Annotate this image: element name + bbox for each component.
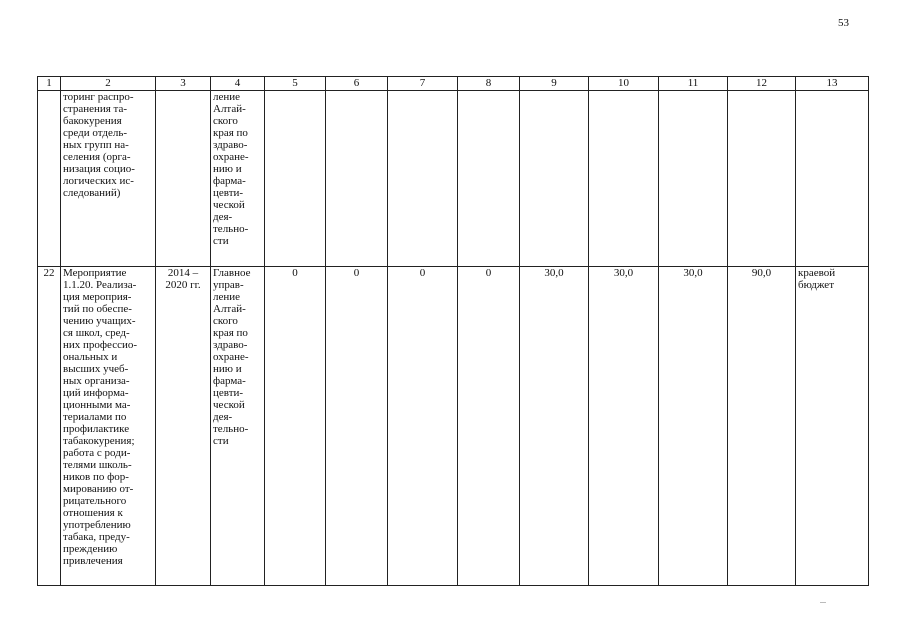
value-col-6: 0 xyxy=(326,267,388,586)
col-header-9: 9 xyxy=(520,77,589,91)
value-col-8: 0 xyxy=(458,267,520,586)
value-col-9: 30,0 xyxy=(520,267,589,586)
value-col-5 xyxy=(265,91,326,267)
page-number: 53 xyxy=(838,17,849,29)
col-header-13: 13 xyxy=(796,77,869,91)
responsible-agency: Главное управ- ление Алтай- ского края по здраво- охране- нию и фарма- цевти- ческой дея- тельно- сти xyxy=(211,267,265,586)
value-col-12 xyxy=(728,91,796,267)
col-header-6: 6 xyxy=(326,77,388,91)
col-header-1: 1 xyxy=(38,77,61,91)
col-header-4: 4 xyxy=(211,77,265,91)
col-header-5: 5 xyxy=(265,77,326,91)
table-row xyxy=(38,91,869,267)
value-col-10 xyxy=(589,91,659,267)
value-col-5: 0 xyxy=(265,267,326,586)
value-col-6 xyxy=(326,91,388,267)
col-header-12: 12 xyxy=(728,77,796,91)
value-col-8 xyxy=(458,91,520,267)
col-header-3: 3 xyxy=(156,77,211,91)
scan-artifact xyxy=(820,602,826,603)
program-activities-table xyxy=(37,76,869,586)
col-header-8: 8 xyxy=(458,77,520,91)
col-header-7: 7 xyxy=(388,77,458,91)
col-header-10: 10 xyxy=(589,77,659,91)
table-row xyxy=(38,267,869,586)
row-number: 22 xyxy=(38,267,61,586)
value-col-9 xyxy=(520,91,589,267)
value-col-7 xyxy=(388,91,458,267)
activity-description: Мероприятие 1.1.20. Реализа- ция мероприя- тий по обеспе- чению учащих- ся школ, сред- них профессио- ональных и высших учеб- ных организа- ций информа- ционными ма- териалами по профилактике табакокурения; работа с роди- телями школь- ников по фор- мированию от- рицательного отношения к употреблению табака, преду- преждению привлечения xyxy=(61,267,156,586)
value-col-10: 30,0 xyxy=(589,267,659,586)
row-number xyxy=(38,91,61,267)
value-col-7: 0 xyxy=(388,267,458,586)
funding-source: краевой бюджет xyxy=(796,267,869,586)
col-header-2: 2 xyxy=(61,77,156,91)
period: 2014 – 2020 гг. xyxy=(156,267,211,586)
period xyxy=(156,91,211,267)
responsible-agency: ление Алтай- ского края по здраво- охране- нию и фарма- цевти- ческой дея- тельно- сти xyxy=(211,91,265,267)
col-header-11: 11 xyxy=(659,77,728,91)
activity-description: торинг распро- странения та- бакокурения среди отдель- ных групп на- селения (орга- низация социо- логических ис- следований) xyxy=(61,91,156,267)
header-row xyxy=(38,77,869,91)
value-col-11 xyxy=(659,91,728,267)
funding-source xyxy=(796,91,869,267)
value-col-11: 30,0 xyxy=(659,267,728,586)
value-col-12: 90,0 xyxy=(728,267,796,586)
